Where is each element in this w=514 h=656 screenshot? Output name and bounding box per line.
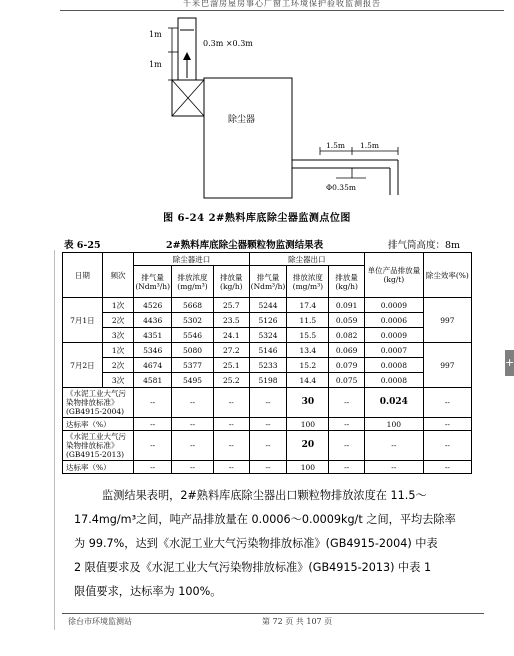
cell-freq: 2次 [102, 313, 133, 328]
table-title: 2#熟料库底除尘器颗粒物监测结果表 [166, 240, 324, 251]
paragraph-line: 为 99.7%，达到《水泥工业大气污染物排放标准》(GB4915-2004) 中表 [74, 537, 438, 550]
hdr-freq: 频次 [102, 253, 133, 298]
compliance-rate-conc: 100 [287, 461, 329, 474]
cell-out-rate: 0.082 [329, 328, 365, 343]
cell-in-flow: 4674 [134, 358, 172, 373]
hdr-inlet: 除尘器进口 [134, 253, 249, 266]
cell-freq: 3次 [102, 328, 133, 343]
cell-in-conc: 5495 [172, 373, 214, 388]
cell-dash: -- [213, 431, 249, 461]
cell-dash: -- [172, 418, 214, 431]
cell-out-rate: 0.079 [329, 358, 365, 373]
cell-dash: -- [213, 388, 249, 418]
cell-out-conc: 11.5 [287, 313, 329, 328]
cell-dash: -- [423, 461, 471, 474]
results-table [62, 252, 472, 474]
cell-out-rate: 0.075 [329, 373, 365, 388]
cell-dash: -- [249, 461, 287, 474]
hdr-in-conc: 排放浓度 (mg/m³) [172, 266, 214, 298]
cell-dash: -- [249, 418, 287, 431]
cell-out-rate: 0.069 [329, 343, 365, 358]
cell-eff: 997 [423, 298, 471, 343]
cell-out-rate: 0.091 [329, 298, 365, 313]
result-paragraph [74, 484, 456, 604]
figure-caption: 图 6-24 2#熟料库底除尘器监测点位图 [163, 213, 351, 224]
cell-freq: 3次 [102, 373, 133, 388]
cell-dash: -- [134, 431, 172, 461]
diameter-label: Φ0.35m [326, 183, 356, 192]
cell-out-flow: 5198 [249, 373, 287, 388]
cell-out-conc: 15.2 [287, 358, 329, 373]
cell-in-rate: 25.1 [213, 358, 249, 373]
cell-dash: -- [249, 388, 287, 418]
cell-out-flow: 5233 [249, 358, 287, 373]
cell-freq: 2次 [102, 358, 133, 373]
std-2013-conc-limit: 20 [287, 431, 329, 461]
duct-size-label: 0.3m ×0.3m [203, 39, 253, 48]
margin-line [54, 250, 55, 630]
cell-unit: 0.0008 [364, 358, 423, 373]
cell-in-rate: 23.5 [213, 313, 249, 328]
cell-dash: -- [134, 418, 172, 431]
std-2004-conc-limit: 30 [287, 388, 329, 418]
compliance-rate-conc: 100 [287, 418, 329, 431]
cell-unit: 0.0006 [364, 313, 423, 328]
paragraph-line: 限值要求，达标率为 100%。 [74, 585, 222, 598]
hdr-out-conc: 排放浓度 (mg/m³) [287, 266, 329, 298]
std-2004-label: 《水泥工业大气污染物排放标准》(GB4915-2004) [63, 388, 134, 418]
cell-dash: -- [423, 418, 471, 431]
cell-dash: -- [364, 431, 423, 461]
paragraph-line: 2 限值要求及《水泥工业大气污染物排放标准》(GB4915-2013) 中表 1 [74, 561, 432, 574]
cell-in-rate: 27.2 [213, 343, 249, 358]
cell-eff: 997 [423, 343, 471, 388]
cell-in-flow: 4581 [134, 373, 172, 388]
compliance-rate-label: 达标率（%） [63, 418, 134, 431]
cell-unit: 0.0009 [364, 298, 423, 313]
table-id: 表 6-25 [64, 240, 101, 251]
stack-height-note: 排气筒高度：8m [388, 240, 461, 251]
cell-dash: -- [213, 418, 249, 431]
cell-in-flow: 4436 [134, 313, 172, 328]
cell-in-rate: 24.1 [213, 328, 249, 343]
paragraph-line: 监测结果表明，2#熟料库底除尘器出口颗粒物排放浓度在 11.5～ [102, 489, 427, 502]
cell-out-flow: 5146 [249, 343, 287, 358]
cell-in-conc: 5377 [172, 358, 214, 373]
hdr-unit-emission: 单位产品排放量(kg/t) [364, 253, 423, 298]
cell-freq: 1次 [102, 343, 133, 358]
table-title-row [62, 237, 472, 251]
cell-dash: -- [329, 418, 365, 431]
cell-dash: -- [329, 461, 365, 474]
cell-dash: -- [329, 388, 365, 418]
hdr-efficiency: 除尘效率(%) [423, 253, 471, 298]
cell-dash: -- [134, 461, 172, 474]
hdr-out-flow: 排气量 (Ndm³/h) [249, 266, 287, 298]
cell-dash: -- [134, 388, 172, 418]
cell-out-conc: 13.4 [287, 343, 329, 358]
dim-1m-top: 1m [149, 30, 162, 39]
collector-label: 除尘器 [228, 115, 256, 125]
hdr-outlet: 除尘器出口 [249, 253, 364, 266]
cell-in-conc: 5668 [172, 298, 214, 313]
cell-in-conc: 5080 [172, 343, 214, 358]
hdr-out-rate: 排放量 (kg/h) [329, 266, 365, 298]
cell-in-rate: 25.7 [213, 298, 249, 313]
std-2013-label: 《水泥工业大气污染物排放标准》(GB4915-2013) [63, 431, 134, 461]
scroll-handle[interactable]: + [505, 350, 514, 376]
cell-out-flow: 5126 [249, 313, 287, 328]
cell-freq: 1次 [102, 298, 133, 313]
cell-in-flow: 4351 [134, 328, 172, 343]
cell-unit: 0.0009 [364, 328, 423, 343]
dist-a-label: 1.5m [326, 141, 346, 150]
cell-dash: -- [172, 461, 214, 474]
compliance-rate-label: 达标率（%） [63, 461, 134, 474]
cell-date: 7月2日 [63, 343, 103, 388]
cell-dash: -- [172, 388, 214, 418]
hdr-in-flow: 排气量 (Ndm³/h) [134, 266, 172, 298]
cell-in-rate: 25.2 [213, 373, 249, 388]
hdr-date: 日期 [63, 253, 103, 298]
dim-1m-mid: 1m [149, 60, 162, 69]
cell-dash: -- [423, 431, 471, 461]
hdr-in-rate: 排放量 (kg/h) [213, 266, 249, 298]
cell-unit: 0.0008 [364, 373, 423, 388]
std-2004-unit-limit: 0.024 [364, 388, 423, 418]
cell-dash: -- [172, 431, 214, 461]
cell-out-flow: 5244 [249, 298, 287, 313]
cell-out-conc: 14.4 [287, 373, 329, 388]
paragraph-line: 17.4mg/m³之间，吨产品排放量在 0.0006～0.0009kg/t 之间，平均去除率 [74, 513, 456, 526]
cell-out-flow: 5324 [249, 328, 287, 343]
compliance-rate-unit: 100 [364, 418, 423, 431]
cell-out-rate: 0.059 [329, 313, 365, 328]
cell-dash: -- [364, 461, 423, 474]
cell-dash: -- [329, 431, 365, 461]
cell-unit: 0.0007 [364, 343, 423, 358]
footer-org: 徐台市环境监测站 [68, 617, 132, 626]
cell-out-conc: 17.4 [287, 298, 329, 313]
cell-dash: -- [423, 388, 471, 418]
cell-out-conc: 15.5 [287, 328, 329, 343]
footer-page-number: 第 72 页 共 107 页 [262, 617, 333, 626]
cell-dash: -- [249, 431, 287, 461]
cell-in-conc: 5546 [172, 328, 214, 343]
dist-b-label: 1.5m [360, 141, 380, 150]
cell-in-flow: 5346 [134, 343, 172, 358]
page-header: 千米巴溜房屋房事心厂窗工环境保护验收监测报告 [60, 0, 504, 11]
cell-dash: -- [213, 461, 249, 474]
cell-in-flow: 4526 [134, 298, 172, 313]
cell-in-conc: 5302 [172, 313, 214, 328]
cell-date: 7月1日 [63, 298, 103, 343]
monitoring-point-diagram [0, 10, 514, 215]
page-footer [62, 613, 484, 626]
